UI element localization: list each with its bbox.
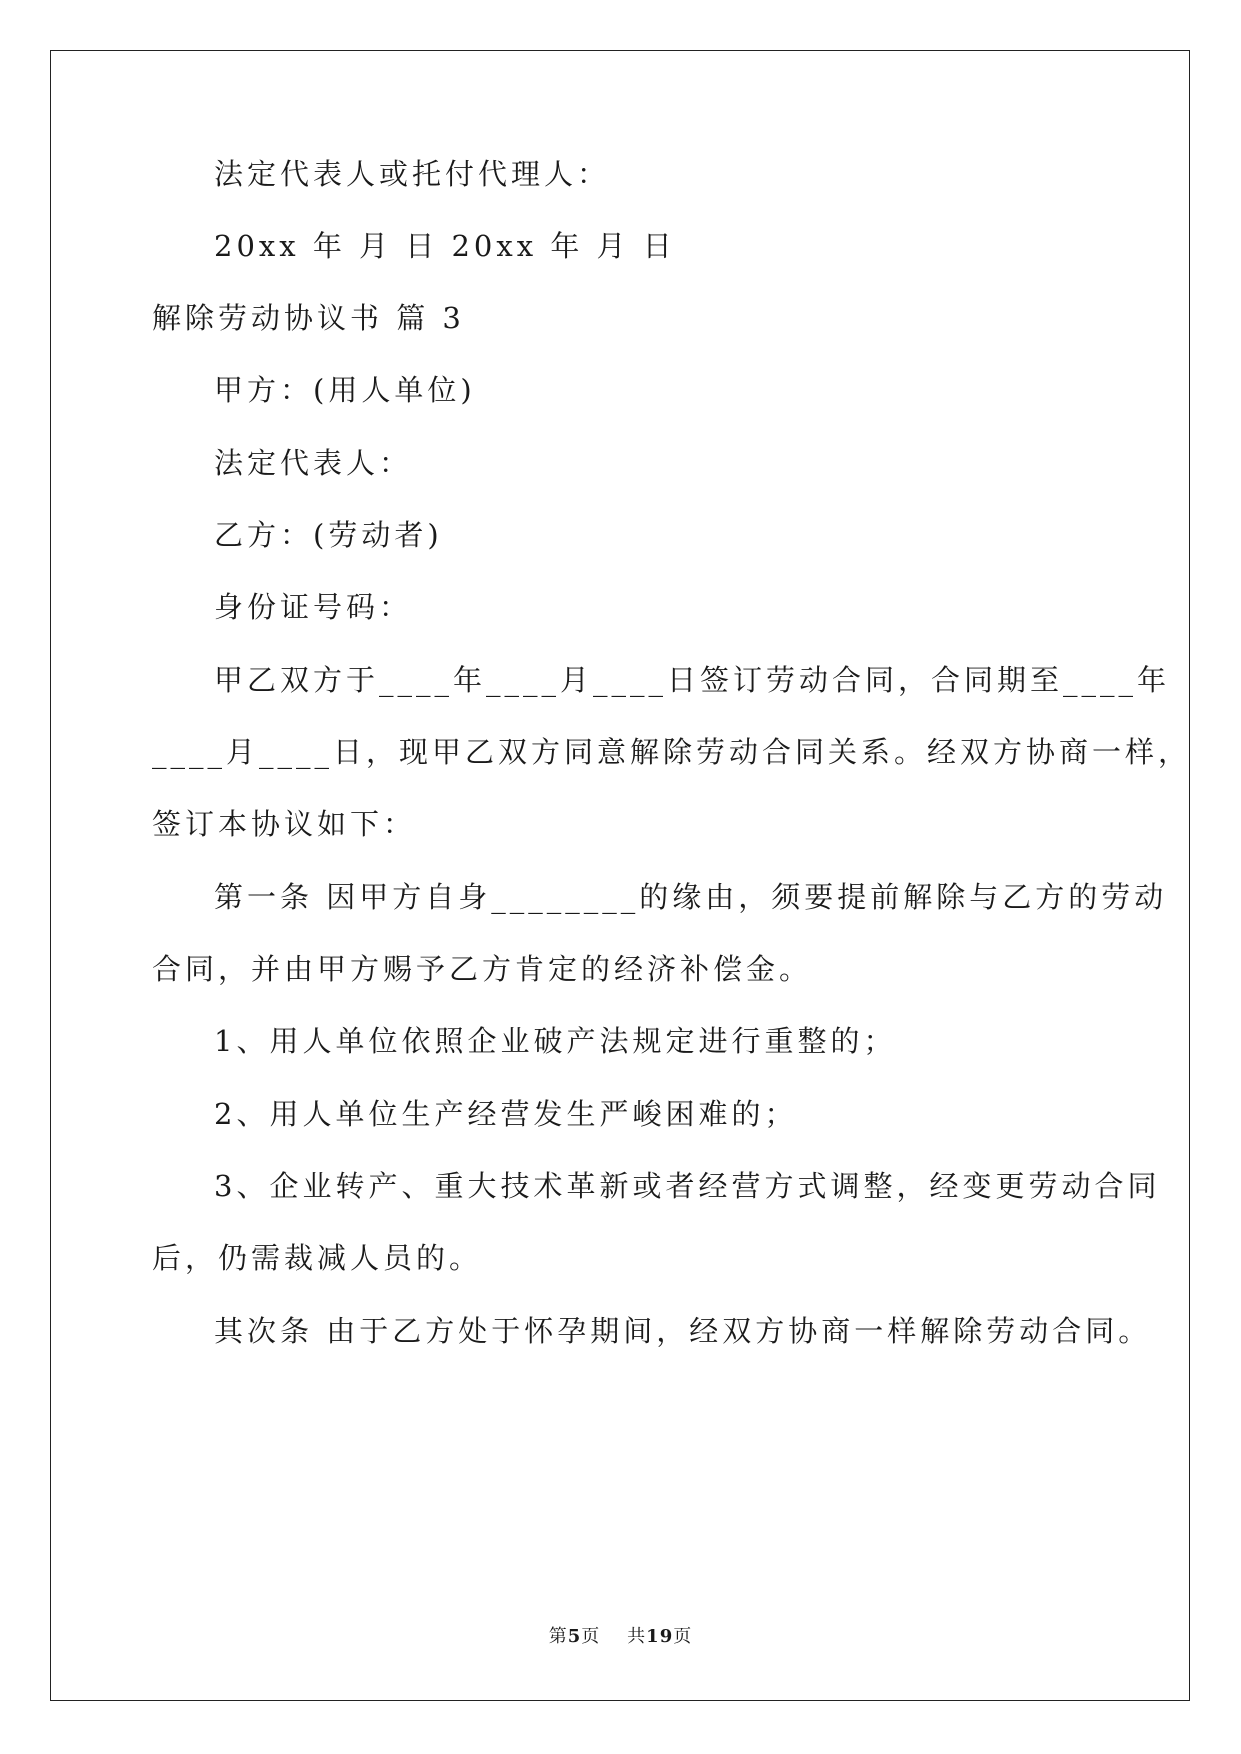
- footer-suffix: 页: [673, 1626, 693, 1647]
- text-line: 20xx 年 月 日 20xx 年 月 日: [214, 229, 676, 263]
- text-line: 后，仍需裁减人员的。: [152, 1241, 483, 1275]
- text-line: 3、企业转产、重大技术革新或者经营方式调整，经变更劳动合同: [214, 1169, 1161, 1203]
- text-line: 法定代表人或托付代理人：: [214, 157, 611, 191]
- text-line: 第一条 因甲方自身________的缘由，须要提前解除与乙方的劳动: [214, 880, 1168, 914]
- text-line: 2、用人单位生产经营发生严峻困难的；: [214, 1097, 798, 1131]
- total-page-count: 19: [646, 1626, 674, 1647]
- text-line: 签订本协议如下：: [152, 807, 417, 841]
- section-heading: 解除劳动协议书 篇 3: [152, 301, 465, 335]
- text-line: 甲乙双方于____年____月____日签订劳动合同，合同期至____年: [214, 663, 1171, 697]
- footer-prefix: 第: [548, 1626, 568, 1647]
- footer-middle: 页 共: [581, 1626, 647, 1647]
- text-line: 合同，并由甲方赐予乙方肯定的经济补偿金。: [152, 952, 813, 986]
- text-line: 身份证号码：: [214, 590, 413, 624]
- text-line: 法定代表人：: [214, 446, 413, 480]
- text-line: 1、用人单位依照企业破产法规定进行重整的；: [214, 1024, 897, 1058]
- text-line: 甲方：(用人单位): [214, 373, 476, 407]
- text-line: ____月____日，现甲乙双方同意解除劳动合同关系。经双方协商一样，: [152, 735, 1192, 769]
- text-line: 乙方：(劳动者): [214, 518, 443, 552]
- page-footer: [0, 1622, 1241, 1648]
- current-page-number: 5: [567, 1626, 582, 1647]
- text-line: 其次条 由于乙方处于怀孕期间，经双方协商一样解除劳动合同。: [214, 1314, 1152, 1348]
